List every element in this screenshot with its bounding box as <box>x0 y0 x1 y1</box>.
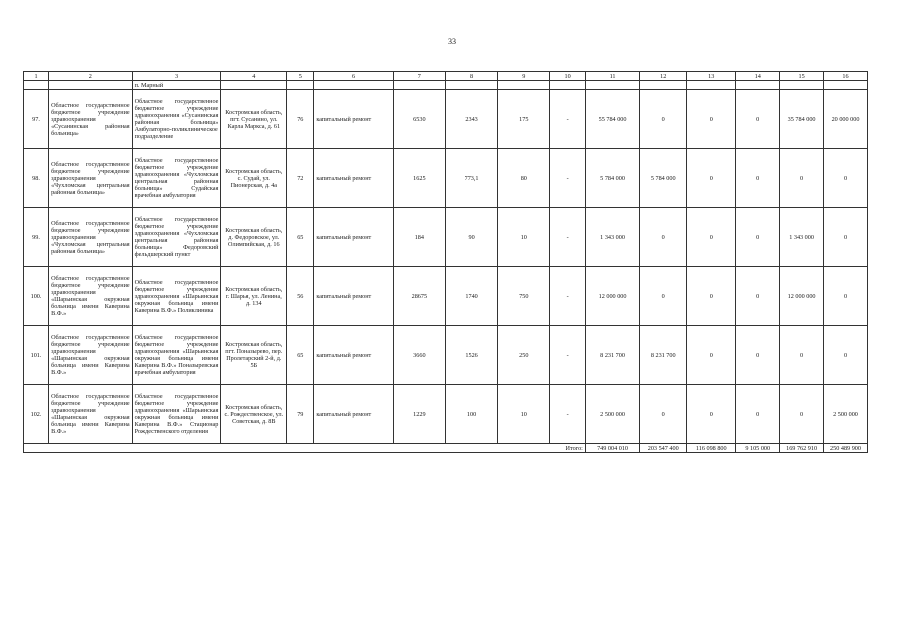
total-c12-value: 203 547 400 <box>640 444 687 453</box>
table-row <box>24 326 868 385</box>
col14-value: 0 <box>736 208 780 267</box>
col11-value: 12 000 000 <box>585 267 639 326</box>
col16-value: 0 <box>824 326 868 385</box>
object-address: Костромская область, г. Шарья, ул. Ленина, д. 134 <box>221 267 287 326</box>
col8-value: 1740 <box>445 267 497 326</box>
col16-value: 0 <box>824 149 868 208</box>
object-name: Областное государственное бюджетное учреждение здравоохранения «Сусанинская районная больница» Амбулаторно-поликлиническое подразделение <box>132 90 221 149</box>
col10-value: - <box>550 326 586 385</box>
col15-value: 12 000 000 <box>780 267 824 326</box>
col11-value: 55 784 000 <box>585 90 639 149</box>
col12-value: 8 231 700 <box>640 326 687 385</box>
total-c15-value: 169 762 910 <box>780 444 824 453</box>
col13-value: 0 <box>687 149 736 208</box>
col13-value: 0 <box>687 267 736 326</box>
row-number: 100. <box>24 267 49 326</box>
work-type: капитальный ремонт <box>314 267 393 326</box>
col15-value: 0 <box>780 326 824 385</box>
col7-value: 184 <box>393 208 445 267</box>
totals-label: Итого: <box>24 444 586 453</box>
col5-value: 76 <box>287 90 314 149</box>
institution-name: Областное государственное бюджетное учреждение здравоохранения «Шарьинская окружная больница имени Каверина В.Ф.» <box>49 326 133 385</box>
col15-value: 0 <box>780 149 824 208</box>
col7-value: 1625 <box>393 149 445 208</box>
institution-name: Областное государственное бюджетное учреждение здравоохранения «Шарьинская окружная больница имени Каверина В.Ф.» <box>49 267 133 326</box>
col14-value: 0 <box>736 90 780 149</box>
work-type: капитальный ремонт <box>314 149 393 208</box>
col9-value: 175 <box>498 90 550 149</box>
column-header-12: 12 <box>640 72 687 81</box>
row-number: 97. <box>24 90 49 149</box>
col13-value: 0 <box>687 208 736 267</box>
column-header-15: 15 <box>780 72 824 81</box>
column-header-3: 3 <box>132 72 221 81</box>
col9-value: 750 <box>498 267 550 326</box>
col13-value: 0 <box>687 90 736 149</box>
col9-value: 250 <box>498 326 550 385</box>
col9-value: 10 <box>498 385 550 444</box>
col16-value: 0 <box>824 208 868 267</box>
object-name: Областное государственное бюджетное учреждение здравоохранения «Чухломская центральная районная больница» Федоровский фельдшерский пункт <box>132 208 221 267</box>
object-address: Костромская область, с. Рождественское, ул. Советская, д. 8В <box>221 385 287 444</box>
col16-value: 20 000 000 <box>824 90 868 149</box>
object-address: Костромская область, пгт. Поназырево, пер. Пролетарский 2-й, д. 5Б <box>221 326 287 385</box>
col10-value: - <box>550 385 586 444</box>
col15-value: 1 343 000 <box>780 208 824 267</box>
column-header-14: 14 <box>736 72 780 81</box>
col10-value: - <box>550 267 586 326</box>
col12-value: 0 <box>640 208 687 267</box>
col12-value: 0 <box>640 90 687 149</box>
institution-name: Областное государственное бюджетное учреждение здравоохранения «Шарьинская окружная больница имени Каверина В.Ф.» <box>49 385 133 444</box>
col8-value: 1526 <box>445 326 497 385</box>
total-c11-value: 749 004 010 <box>585 444 639 453</box>
capital-repair-table <box>23 71 868 453</box>
column-header-13: 13 <box>687 72 736 81</box>
table-row <box>24 90 868 149</box>
col15-value: 35 784 000 <box>780 90 824 149</box>
table-row <box>24 208 868 267</box>
institution-name: Областное государственное бюджетное учреждение здравоохранения «Чухломская центральная районная больница» <box>49 149 133 208</box>
object-address: Костромская область, с. Судай, ул. Пионерская, д. 4а <box>221 149 287 208</box>
col15-value: 0 <box>780 385 824 444</box>
column-header-6: 6 <box>314 72 393 81</box>
object-address: Костромская область, пгт. Сусанино, ул. Карла Маркса, д. 61 <box>221 90 287 149</box>
object-name: Областное государственное бюджетное учреждение здравоохранения «Шарьинская окружная больница имени Каверина В.Ф.» Поликлиника <box>132 267 221 326</box>
column-header-8: 8 <box>445 72 497 81</box>
col11-value: 2 500 000 <box>585 385 639 444</box>
col13-value: 0 <box>687 385 736 444</box>
work-type: капитальный ремонт <box>314 385 393 444</box>
col12-value: 0 <box>640 267 687 326</box>
work-type: капитальный ремонт <box>314 90 393 149</box>
col10-value: - <box>550 149 586 208</box>
row-number: 98. <box>24 149 49 208</box>
table-row <box>24 267 868 326</box>
work-type: капитальный ремонт <box>314 208 393 267</box>
col5-value: 65 <box>287 208 314 267</box>
col9-value: 10 <box>498 208 550 267</box>
column-header-11: 11 <box>585 72 639 81</box>
column-header-9: 9 <box>498 72 550 81</box>
col10-value: - <box>550 90 586 149</box>
table-row <box>24 385 868 444</box>
institution-name: Областное государственное бюджетное учреждение здравоохранения «Сусанинская районная больница» <box>49 90 133 149</box>
row-number: 101. <box>24 326 49 385</box>
row-number: 99. <box>24 208 49 267</box>
col8-value: 2343 <box>445 90 497 149</box>
col8-value: 100 <box>445 385 497 444</box>
institution-name: Областное государственное бюджетное учреждение здравоохранения «Чухломская центральная районная больница» <box>49 208 133 267</box>
continuation-text: п. Марный <box>132 81 221 90</box>
col5-value: 65 <box>287 326 314 385</box>
column-header-5: 5 <box>287 72 314 81</box>
col7-value: 28675 <box>393 267 445 326</box>
column-number-row <box>24 72 868 81</box>
col14-value: 0 <box>736 326 780 385</box>
col14-value: 0 <box>736 267 780 326</box>
col7-value: 3660 <box>393 326 445 385</box>
column-header-2: 2 <box>49 72 133 81</box>
continuation-row <box>24 81 868 90</box>
col16-value: 2 500 000 <box>824 385 868 444</box>
col12-value: 5 784 000 <box>640 149 687 208</box>
column-header-1: 1 <box>24 72 49 81</box>
col16-value: 0 <box>824 267 868 326</box>
col13-value: 0 <box>687 326 736 385</box>
col10-value: - <box>550 208 586 267</box>
col11-value: 5 784 000 <box>585 149 639 208</box>
row-number: 102. <box>24 385 49 444</box>
work-type: капитальный ремонт <box>314 326 393 385</box>
col12-value: 0 <box>640 385 687 444</box>
col11-value: 8 231 700 <box>585 326 639 385</box>
object-address: Костромская область, д. Федоровское, ул. Олимпийская, д. 16 <box>221 208 287 267</box>
column-header-16: 16 <box>824 72 868 81</box>
col14-value: 0 <box>736 149 780 208</box>
total-c13-value: 116 098 800 <box>687 444 736 453</box>
col14-value: 0 <box>736 385 780 444</box>
object-name: Областное государственное бюджетное учреждение здравоохранения «Чухломская центральная районная больница» Судайская врачебная амбулатория <box>132 149 221 208</box>
col11-value: 1 343 000 <box>585 208 639 267</box>
column-header-4: 4 <box>221 72 287 81</box>
object-name: Областное государственное бюджетное учреждение здравоохранения «Шарьинская окружная больница имени Каверина В.Ф.» Поназыревская врачебная амбулатория <box>132 326 221 385</box>
col8-value: 773,1 <box>445 149 497 208</box>
column-header-10: 10 <box>550 72 586 81</box>
column-header-7: 7 <box>393 72 445 81</box>
object-name: Областное государственное бюджетное учреждение здравоохранения «Шарьинская окружная больница имени Каверина В.Ф.» Стационар Рождественского отделения <box>132 385 221 444</box>
col5-value: 56 <box>287 267 314 326</box>
page-number: 33 <box>448 37 456 46</box>
col5-value: 79 <box>287 385 314 444</box>
table-row <box>24 149 868 208</box>
col7-value: 6530 <box>393 90 445 149</box>
total-c16-value: 250 489 900 <box>824 444 868 453</box>
col5-value: 72 <box>287 149 314 208</box>
col8-value: 90 <box>445 208 497 267</box>
col9-value: 80 <box>498 149 550 208</box>
col7-value: 1229 <box>393 385 445 444</box>
totals-row <box>24 444 868 453</box>
total-c14-value: 9 105 000 <box>736 444 780 453</box>
